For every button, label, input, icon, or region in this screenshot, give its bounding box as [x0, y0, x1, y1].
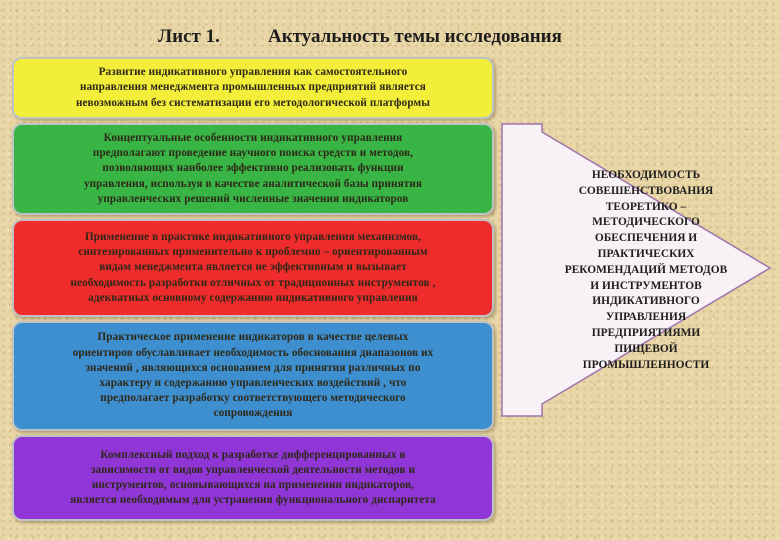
premise-box-red — [12, 219, 494, 317]
premise-text: Развитие индикативного управления как самостоятельного направления менеджмента промышленных предприятий является невозможным без систематизации его методологической платформы — [75, 66, 431, 109]
premise-text: Концептуальные особенности индикативного управления предполагают проведение научного поиска средств и методов, позволяющих наиболее эффективно реализовать функции управления, используя в качестве аналитической базы принятия управленческих решений численные значения индикаторов — [83, 131, 423, 205]
slide-header — [0, 26, 780, 56]
premise-box-green — [12, 123, 494, 215]
premise-box-blue — [12, 321, 494, 431]
premise-text: Применение в практике индикативного управления механизмов, синтезированных применительно к проблемно – ориентированным видам менеджмента является не эффективным и вызывает необходимость разработки отличных от традиционных инструментов , адекватных основному содержанию индикативного управления — [70, 230, 436, 304]
premise-text: Практическое применение индикаторов в качестве целевых ориентиров обуславливает необходимость обоснования диапазонов их значений , являющихся основанием для принятия различных по характеру и содержанию управленческих воздействий , что предполагает разработку соответствующего методического сопровождения — [72, 331, 434, 420]
premise-box-yellow — [12, 57, 494, 119]
premise-text: Комплексный подход к разработке дифференцированных в зависимости от видов управленческой деятельности методов и инструментов, основывающихся на применении индикаторов, является необходимым для устранения функционального диспаритета — [70, 448, 436, 507]
sheet-number: Лист 1. — [158, 26, 220, 47]
premise-box-purple — [12, 435, 494, 521]
conclusion-text: НЕОБХОДИМОСТЬ СОВЕШЕНСТВОВАНИЯ ТЕОРЕТИКО – МЕТОДИЧЕСКОГО ОБЕСПЕЧЕНИЯ И ПРАКТИЧЕСКИХ РЕКОМЕНДАЦИЙ МЕТОДОВ И ИНСТРУМЕНТОВ ИНДИКАТИВНОГО УПРАВЛЕНИЯ ПРЕДПРИЯТИЯМИ ПИЩЕВОЙ ПРОМЫШЛЕННОСТИ — [564, 169, 728, 371]
page-title: Актуальность темы исследования — [268, 26, 562, 47]
